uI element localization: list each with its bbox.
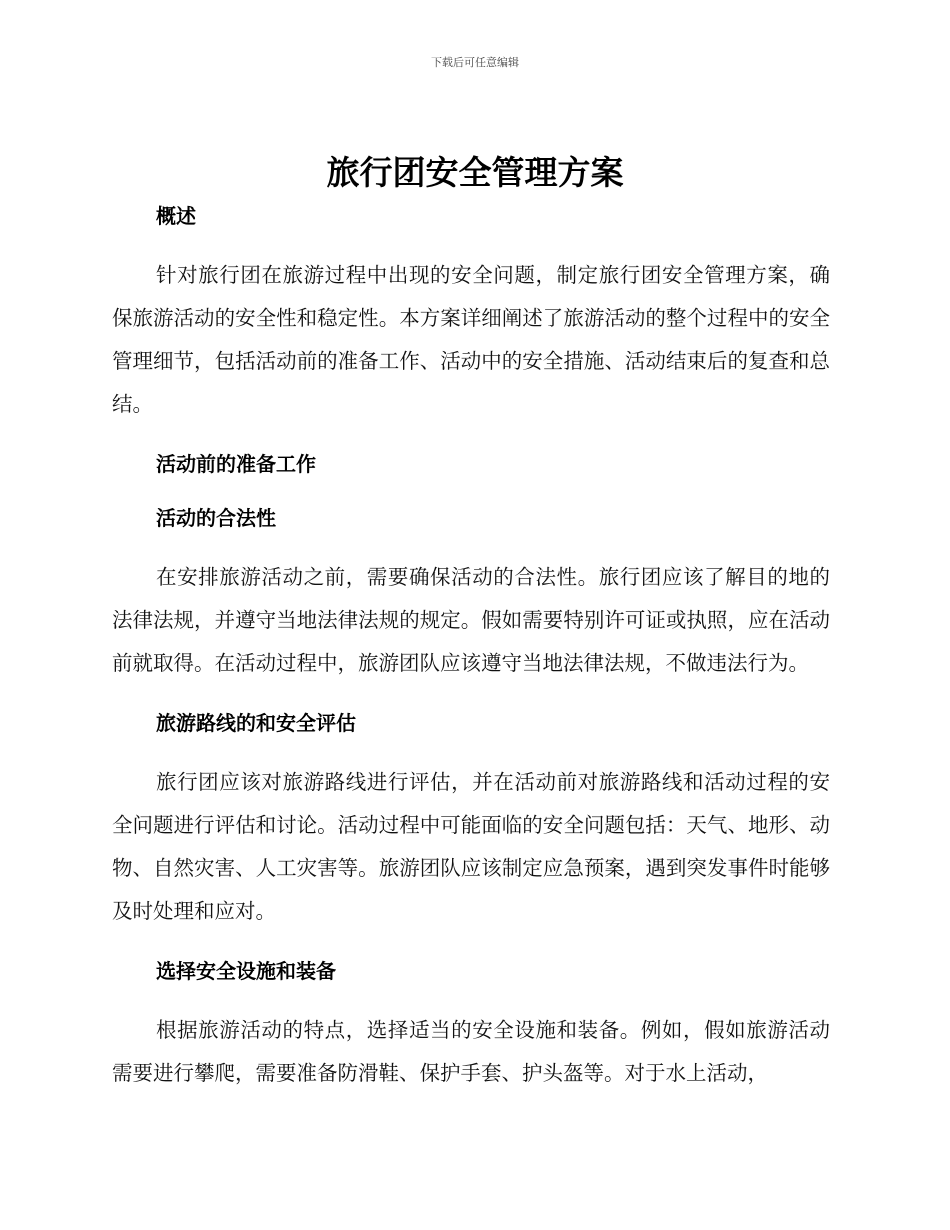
section-heading-legality: 活动的合法性 xyxy=(156,506,276,530)
paragraph-overview: 针对旅行团在旅游过程中出现的安全问题，制定旅行团安全管理方案，确保旅游活动的安全性和稳定性。本方案详细阐述了旅游活动的整个过程中的安全管理细节，包括活动前的准备工作、活动中的安全措施、活动结束后的复查和总结。 xyxy=(112,263,830,416)
document-title: 旅行团安全管理方案 xyxy=(326,153,624,192)
paragraph-route: 旅行团应该对旅游路线进行评估，并在活动前对旅游路线和活动过程的安全问题进行评估和讨论。活动过程中可能面临的安全问题包括：天气、地形、动物、自然灾害、人工灾害等。旅游团队应该制定应急预案，遇到突发事件时能够及时处理和应对。 xyxy=(112,770,830,923)
section-heading-preparation: 活动前的准备工作 xyxy=(156,452,316,476)
paragraph-legality: 在安排旅游活动之前，需要确保活动的合法性。旅行团应该了解目的地的法律法规，并遵守当地法律法规的规定。假如需要特别许可证或执照，应在活动前就取得。在活动过程中，旅游团队应该遵守当地法律法规，不做违法行为。 xyxy=(112,565,830,675)
section-heading-overview: 概述 xyxy=(156,204,196,228)
section-heading-equipment: 选择安全设施和装备 xyxy=(156,959,336,983)
document-body xyxy=(112,200,830,1095)
paragraph-equipment: 根据旅游活动的特点，选择适当的安全设施和装备。例如，假如旅游活动需要进行攀爬，需要准备防滑鞋、保护手套、护头盔等。对于水上活动， xyxy=(112,1018,830,1085)
header-note: 下载后可任意编辑 xyxy=(431,56,519,69)
section-heading-route: 旅游路线的和安全评估 xyxy=(156,711,356,735)
